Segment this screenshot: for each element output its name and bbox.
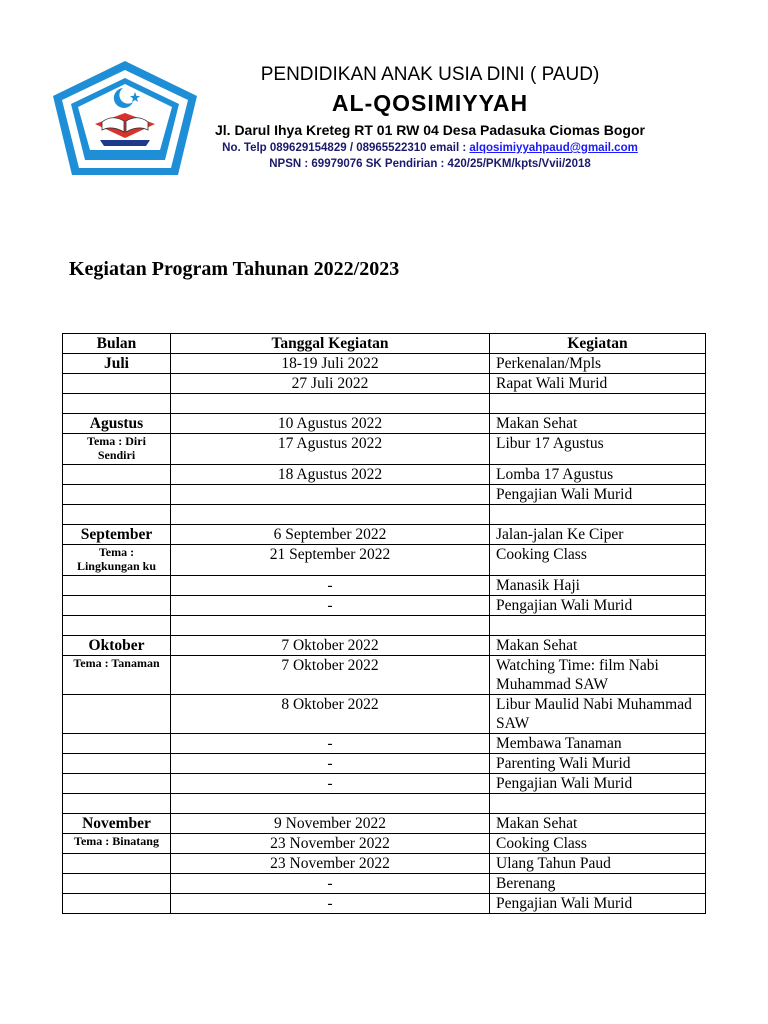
activity-cell: Libur Maulid Nabi Muhammad SAW: [490, 695, 706, 734]
activity-cell: Pengajian Wali Murid: [490, 485, 706, 505]
table-row: [63, 576, 706, 596]
table-row: [63, 374, 706, 394]
date-cell: [171, 485, 490, 505]
school-address: Jl. Darul Ihya Kreteg RT 01 RW 04 Desa Padasuka Ciomas Bogor: [214, 122, 645, 138]
table-row: [63, 545, 706, 576]
activity-cell: Makan Sehat: [490, 636, 706, 656]
date-cell: 18 Agustus 2022: [171, 465, 490, 485]
date-cell: 7 Oktober 2022: [171, 636, 490, 656]
school-registration: NPSN : 69979076 SK Pendirian : 420/25/PKM/kpts/Vvii/2018: [269, 158, 591, 170]
table-row: [63, 774, 706, 794]
school-logo: [50, 58, 200, 178]
table-row: [63, 854, 706, 874]
month-cell: September: [63, 525, 171, 545]
spacer-row: [63, 794, 706, 814]
date-cell: 21 September 2022: [171, 545, 490, 576]
date-cell: -: [171, 734, 490, 754]
activity-cell: Pengajian Wali Murid: [490, 774, 706, 794]
date-cell: 17 Agustus 2022: [171, 434, 490, 465]
table-row: [63, 894, 706, 914]
date-cell: -: [171, 596, 490, 616]
month-cell: November: [63, 814, 171, 834]
date-cell: -: [171, 874, 490, 894]
date-cell: 8 Oktober 2022: [171, 695, 490, 734]
activity-cell: Cooking Class: [490, 545, 706, 576]
month-cell: Juli: [63, 354, 171, 374]
date-cell: 10 Agustus 2022: [171, 414, 490, 434]
activity-cell: Libur 17 Agustus: [490, 434, 706, 465]
spacer-row: [63, 505, 706, 525]
table-header-row: [63, 334, 706, 354]
activity-cell: Makan Sehat: [490, 814, 706, 834]
table-row: [63, 834, 706, 854]
table-row: [63, 434, 706, 465]
theme-label: Tema : Tanaman: [73, 656, 160, 670]
document-title: Kegiatan Program Tahunan 2022/2023: [69, 258, 400, 280]
table-row: [63, 874, 706, 894]
date-cell: 18-19 Juli 2022: [171, 354, 490, 374]
table-row: [63, 465, 706, 485]
activity-cell: Membawa Tanaman: [490, 734, 706, 754]
date-cell: 27 Juli 2022: [171, 374, 490, 394]
activity-cell: Manasik Haji: [490, 576, 706, 596]
school-contact: [195, 142, 665, 154]
table-row: [63, 636, 706, 656]
spacer-row: [63, 394, 706, 414]
activity-cell: Pengajian Wali Murid: [490, 596, 706, 616]
activity-cell: Ulang Tahun Paud: [490, 854, 706, 874]
header-tanggal: Tanggal Kegiatan: [171, 334, 490, 354]
table-row: [63, 695, 706, 734]
date-cell: 6 September 2022: [171, 525, 490, 545]
header-kegiatan: Kegiatan: [490, 334, 706, 354]
activity-cell: Pengajian Wali Murid: [490, 894, 706, 914]
activity-cell: Lomba 17 Agustus: [490, 465, 706, 485]
activity-cell: Makan Sehat: [490, 414, 706, 434]
theme-label: Tema : Binatang: [74, 834, 159, 848]
header-bulan: Bulan: [63, 334, 171, 354]
date-cell: -: [171, 576, 490, 596]
phone-text: No. Telp 089629154829 / 08965522310 email :: [222, 142, 470, 154]
table-row: [63, 414, 706, 434]
email-link[interactable]: alqosimiyyahpaud@gmail.com: [469, 142, 638, 154]
activity-cell: Rapat Wali Murid: [490, 374, 706, 394]
activity-cell: Watching Time: film Nabi Muhammad SAW: [490, 656, 706, 695]
table-row: [63, 734, 706, 754]
month-cell: Agustus: [63, 414, 171, 434]
program-table: [62, 333, 706, 914]
date-cell: -: [171, 894, 490, 914]
table-row: [63, 814, 706, 834]
date-cell: 9 November 2022: [171, 814, 490, 834]
activity-cell: Jalan-jalan Ke Ciper: [490, 525, 706, 545]
activity-cell: Parenting Wali Murid: [490, 754, 706, 774]
date-cell: 23 November 2022: [171, 834, 490, 854]
activity-cell: Cooking Class: [490, 834, 706, 854]
table-row: [63, 596, 706, 616]
date-cell: 23 November 2022: [171, 854, 490, 874]
month-cell: Oktober: [63, 636, 171, 656]
theme-label: Tema : Lingkungan ku: [76, 545, 157, 573]
table-row: [63, 485, 706, 505]
date-cell: 7 Oktober 2022: [171, 656, 490, 695]
table-row: [63, 656, 706, 695]
table-row: [63, 525, 706, 545]
spacer-row: [63, 616, 706, 636]
date-cell: -: [171, 774, 490, 794]
activity-cell: Perkenalan/Mpls: [490, 354, 706, 374]
school-type: PENDIDIKAN ANAK USIA DINI ( PAUD): [260, 64, 600, 85]
school-name: AL-QOSIMIYYAH: [331, 90, 529, 116]
table-row: [63, 754, 706, 774]
table-row: [63, 354, 706, 374]
theme-label: Tema : Diri Sendiri: [87, 434, 146, 462]
date-cell: -: [171, 754, 490, 774]
activity-cell: Berenang: [490, 874, 706, 894]
